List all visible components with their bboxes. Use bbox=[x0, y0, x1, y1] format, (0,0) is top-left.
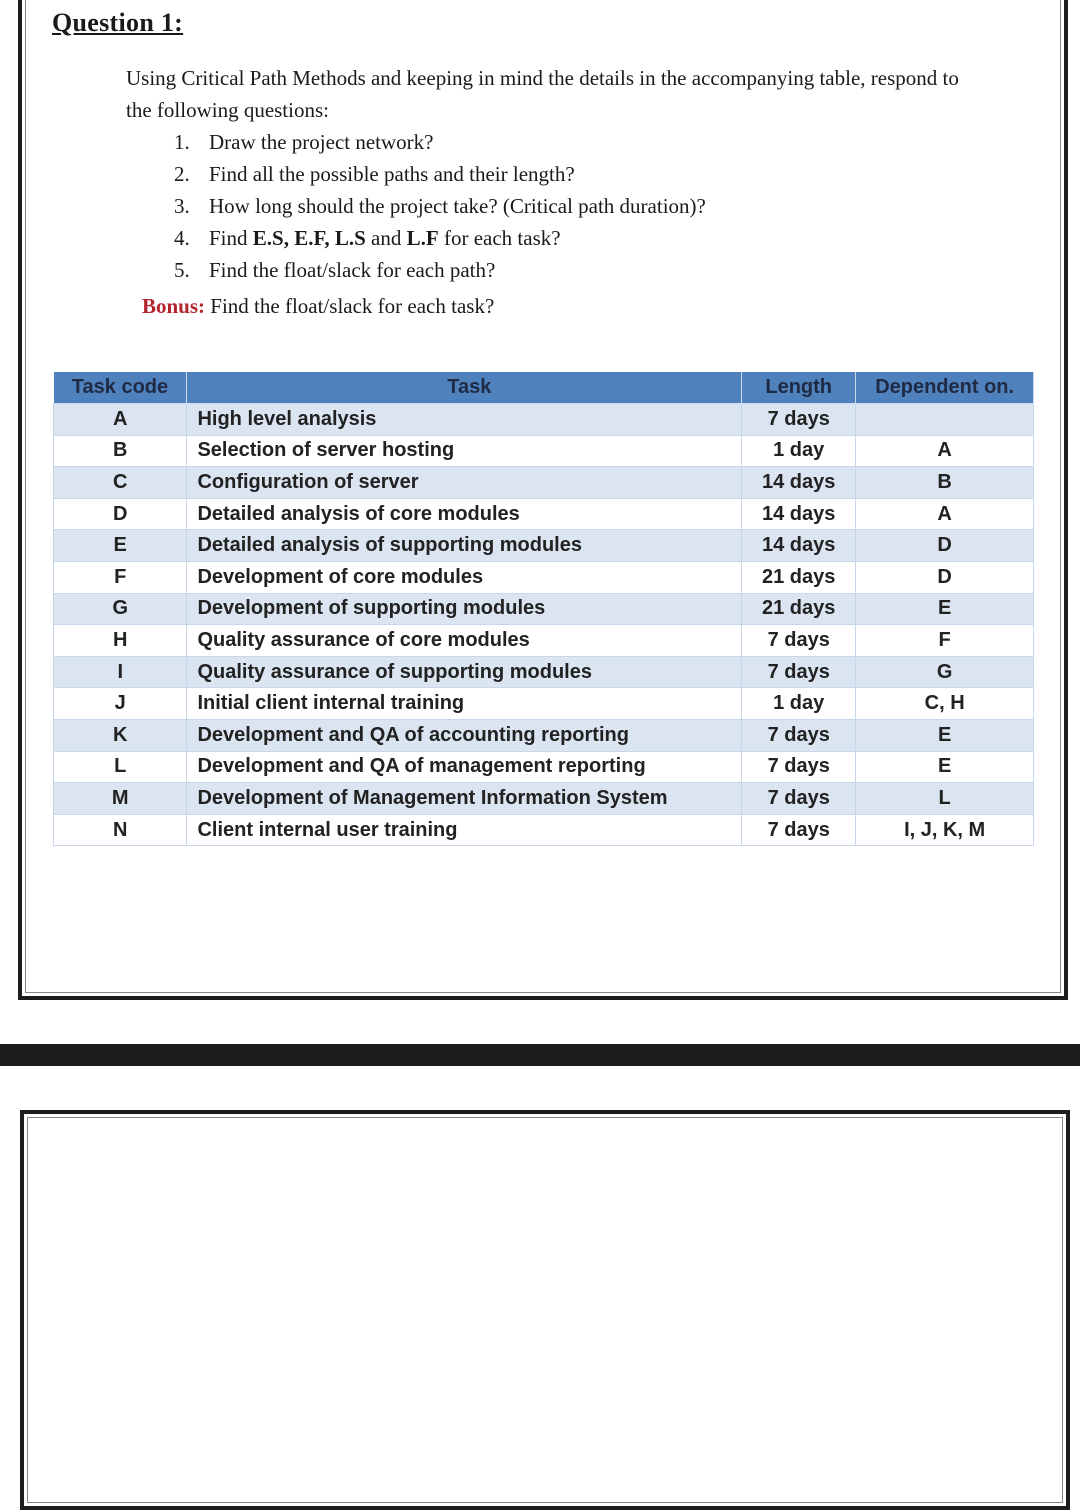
task-code-cell: I bbox=[54, 656, 187, 688]
task-code-cell: E bbox=[54, 530, 187, 562]
question-text-post: for each task? bbox=[438, 226, 561, 250]
question-number: 2. bbox=[174, 162, 190, 186]
question-list bbox=[174, 126, 706, 286]
separator-band bbox=[0, 1044, 1080, 1066]
task-name-cell: Configuration of server bbox=[187, 467, 742, 499]
task-name-cell: Development and QA of accounting reporting bbox=[187, 719, 742, 751]
table-row bbox=[54, 719, 1034, 751]
question-number: 4. bbox=[174, 226, 190, 250]
question-intro: Using Critical Path Methods and keeping in mind the details in the accompanying table, respond to the following questions: bbox=[126, 66, 959, 122]
task-length-cell: 14 days bbox=[742, 530, 856, 562]
task-dependency-cell: G bbox=[856, 656, 1034, 688]
task-code-cell: F bbox=[54, 561, 187, 593]
task-name-cell: Detailed analysis of supporting modules bbox=[187, 530, 742, 562]
table-row bbox=[54, 593, 1034, 625]
table-header-row bbox=[54, 372, 1034, 404]
question-item bbox=[174, 222, 706, 254]
task-length-cell: 7 days bbox=[742, 751, 856, 783]
task-length-cell: 7 days bbox=[742, 814, 856, 846]
question-text: Find all the possible paths and their length? bbox=[209, 162, 575, 186]
task-code-cell: H bbox=[54, 625, 187, 657]
table-row bbox=[54, 435, 1034, 467]
task-code-cell: K bbox=[54, 719, 187, 751]
task-code-cell: J bbox=[54, 688, 187, 720]
table-row bbox=[54, 751, 1034, 783]
task-dependency-cell: F bbox=[856, 625, 1034, 657]
task-length-cell: 21 days bbox=[742, 561, 856, 593]
question-item bbox=[174, 126, 706, 158]
question-text: Draw the project network? bbox=[209, 130, 434, 154]
task-length-cell: 7 days bbox=[742, 625, 856, 657]
task-name-cell: Development and QA of management reporting bbox=[187, 751, 742, 783]
question-number: 1. bbox=[174, 130, 190, 154]
task-dependency-cell: D bbox=[856, 530, 1034, 562]
table-row bbox=[54, 656, 1034, 688]
task-length-cell: 21 days bbox=[742, 593, 856, 625]
task-dependency-cell: D bbox=[856, 561, 1034, 593]
task-code-cell: B bbox=[54, 435, 187, 467]
table-body bbox=[54, 404, 1034, 846]
task-dependency-cell: C, H bbox=[856, 688, 1034, 720]
task-table bbox=[53, 372, 1034, 846]
question-text: How long should the project take? (Critical path duration)? bbox=[209, 194, 706, 218]
task-length-cell: 7 days bbox=[742, 783, 856, 815]
question-text-bold: E.S, E.F, L.S bbox=[252, 226, 366, 250]
task-dependency-cell: B bbox=[856, 467, 1034, 499]
task-code-cell: N bbox=[54, 814, 187, 846]
task-name-cell: Development of supporting modules bbox=[187, 593, 742, 625]
task-code-cell: L bbox=[54, 751, 187, 783]
task-length-cell: 1 day bbox=[742, 435, 856, 467]
task-code-cell: C bbox=[54, 467, 187, 499]
table-row bbox=[54, 561, 1034, 593]
task-length-cell: 14 days bbox=[742, 498, 856, 530]
task-dependency-cell bbox=[856, 404, 1034, 436]
bonus-question bbox=[142, 290, 494, 322]
task-length-cell: 7 days bbox=[742, 404, 856, 436]
table-row bbox=[54, 625, 1034, 657]
task-dependency-cell: E bbox=[856, 751, 1034, 783]
task-length-cell: 1 day bbox=[742, 688, 856, 720]
question-item bbox=[174, 158, 706, 190]
question-text-bold: L.F bbox=[406, 226, 439, 250]
table-row bbox=[54, 404, 1034, 436]
task-name-cell: Selection of server hosting bbox=[187, 435, 742, 467]
question-text-mid: and bbox=[365, 226, 407, 250]
task-dependency-cell: A bbox=[856, 435, 1034, 467]
task-name-cell: Development of Management Information System bbox=[187, 783, 742, 815]
task-code-cell: A bbox=[54, 404, 187, 436]
question-item bbox=[174, 190, 706, 222]
blank-panel bbox=[20, 1110, 1070, 1510]
task-length-cell: 7 days bbox=[742, 656, 856, 688]
task-length-cell: 14 days bbox=[742, 467, 856, 499]
question-title: Question 1: bbox=[52, 8, 184, 37]
table-row bbox=[54, 467, 1034, 499]
header-task-code: Task code bbox=[54, 372, 187, 404]
question-item bbox=[174, 254, 706, 286]
table-row bbox=[54, 530, 1034, 562]
question-text-pre: Find bbox=[209, 226, 253, 250]
task-name-cell: Initial client internal training bbox=[187, 688, 742, 720]
table-row bbox=[54, 688, 1034, 720]
task-length-cell: 7 days bbox=[742, 719, 856, 751]
header-dependent-on: Dependent on. bbox=[856, 372, 1034, 404]
bonus-text: Find the float/slack for each task? bbox=[205, 294, 495, 318]
task-dependency-cell: E bbox=[856, 593, 1034, 625]
question-number: 5. bbox=[174, 258, 190, 282]
task-name-cell: Quality assurance of core modules bbox=[187, 625, 742, 657]
task-code-cell: G bbox=[54, 593, 187, 625]
question-number: 3. bbox=[174, 194, 190, 218]
task-name-cell: Detailed analysis of core modules bbox=[187, 498, 742, 530]
task-name-cell: Client internal user training bbox=[187, 814, 742, 846]
header-task: Task bbox=[187, 372, 742, 404]
task-dependency-cell: L bbox=[856, 783, 1034, 815]
table-row bbox=[54, 498, 1034, 530]
header-length: Length bbox=[742, 372, 856, 404]
table-row bbox=[54, 814, 1034, 846]
task-name-cell: High level analysis bbox=[187, 404, 742, 436]
task-dependency-cell: I, J, K, M bbox=[856, 814, 1034, 846]
task-dependency-cell: A bbox=[856, 498, 1034, 530]
task-code-cell: M bbox=[54, 783, 187, 815]
task-dependency-cell: E bbox=[856, 719, 1034, 751]
bonus-label: Bonus: bbox=[142, 294, 206, 318]
task-code-cell: D bbox=[54, 498, 187, 530]
task-name-cell: Quality assurance of supporting modules bbox=[187, 656, 742, 688]
question-text: Find the float/slack for each path? bbox=[209, 258, 496, 282]
task-name-cell: Development of core modules bbox=[187, 561, 742, 593]
table-row bbox=[54, 783, 1034, 815]
